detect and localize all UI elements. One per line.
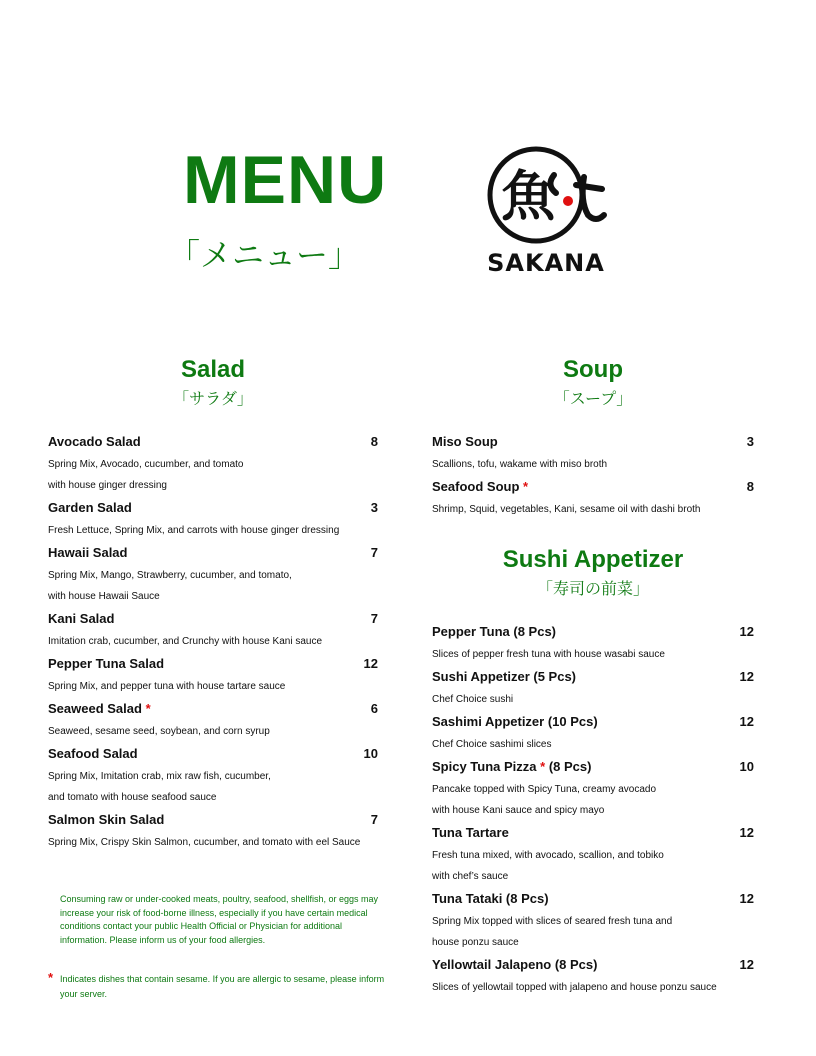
sesame-note-text: Indicates dishes that contain sesame. If you are allergic to sesame, please inform your server. (60, 974, 385, 999)
menu-item-row (48, 697, 378, 721)
menu-item-name: Kani Salad (48, 611, 115, 626)
menu-item-name-wrap (432, 665, 576, 689)
menu-item-description-line: Seaweed, sesame seed, soybean, and corn syrup (48, 726, 270, 737)
menu-item-name-wrap (48, 607, 114, 631)
menu-item-price: 7 (370, 812, 378, 827)
menu-item-row (48, 496, 378, 520)
menu-item-description-line: with chef’s sauce (432, 871, 509, 882)
menu-item-name-wrap (432, 755, 591, 779)
menu-item-name: Seafood Salad (48, 746, 138, 761)
sakana-logo (484, 145, 616, 277)
menu-item-price: 12 (739, 957, 754, 972)
menu-item-description (48, 520, 378, 541)
sushi-appetizer-items (432, 620, 754, 998)
menu-item-description-line: house ponzu sauce (432, 937, 519, 948)
sushi-appetizer-title: Sushi Appetizer (502, 546, 684, 573)
menu-item-description (432, 911, 754, 953)
menu-item-price: 8 (746, 479, 754, 494)
menu-item-description-line: Scallions, tofu, wakame with miso broth (432, 459, 608, 470)
menu-item-name-wrap (48, 808, 164, 832)
sesame-marker: * (540, 759, 546, 774)
menu-item-name-wrap (432, 710, 598, 734)
soup-subtitle: 「スープ」 (553, 391, 633, 408)
menu-item-price: 7 (370, 545, 378, 560)
menu-item-name-wrap (432, 953, 597, 977)
sesame-marker: * (523, 479, 529, 494)
menu-item-row (432, 665, 754, 689)
menu-item-name-wrap (432, 821, 509, 845)
menu-item-row (48, 541, 378, 565)
menu-item-name: Miso Soup (432, 434, 498, 449)
menu-title: MENU (183, 142, 388, 218)
menu-item-name: Salmon Skin Salad (48, 812, 165, 827)
menu-item-description-line: Fresh tuna mixed, with avocado, scallion, and tobiko (432, 850, 664, 861)
menu-item-price: 12 (739, 825, 754, 840)
menu-item-name-wrap (48, 697, 151, 721)
logo-kanji: 魚 (501, 164, 555, 228)
menu-item-name: Tuna Tataki (8 Pcs) (432, 891, 549, 906)
soup-title: Soup (563, 356, 623, 383)
menu-item-row (432, 755, 754, 779)
menu-item-name: Garden Salad (48, 500, 132, 515)
health-footnote: Consuming raw or under-cooked meats, poultry, seafood, shellfish, or eggs may increase your risk of food-borne illness, especially if you have certain medical conditions contact your public Health Official or Physician for additional information. Please inform us of your food allergies. (60, 894, 378, 945)
menu-item-description-line: Fresh Lettuce, Spring Mix, and carrots with house ginger dressing (48, 525, 340, 536)
menu-item-row (432, 887, 754, 911)
menu-item-name: Hawaii Salad (48, 545, 128, 560)
menu-item-name: Tuna Tartare (432, 825, 509, 840)
salad-section (48, 352, 378, 853)
menu-item-name-wrap (48, 652, 164, 676)
menu-item-description (432, 454, 754, 475)
menu-item-suffix: (8 Pcs) (548, 759, 592, 774)
menu-item-name: Seaweed Salad (48, 701, 142, 716)
menu-item-description-line: Spring Mix, Imitation crab, mix raw fish, cucumber, (48, 771, 271, 782)
menu-item-row (432, 821, 754, 845)
menu-item-description-line: Slices of pepper fresh tuna with house wasabi sauce (432, 649, 665, 660)
sushi-appetizer-section (432, 542, 754, 998)
menu-item-row (48, 742, 378, 766)
menu-item-description-line: and tomato with house seafood sauce (48, 792, 217, 803)
menu-item-price: 12 (739, 669, 754, 684)
menu-item-description (432, 644, 754, 665)
menu-item-description (432, 689, 754, 710)
menu-item-description-line: Spring Mix topped with slices of seared fresh tuna and (432, 916, 673, 927)
menu-item-name-wrap (48, 541, 127, 565)
menu-item-description-line: Chef Choice sushi (432, 694, 514, 705)
menu-item-description (48, 766, 378, 808)
menu-item-description (432, 779, 754, 821)
menu-item-name: Avocado Salad (48, 434, 141, 449)
menu-item-name-wrap (432, 887, 549, 911)
sakana-logo-icon (484, 145, 616, 277)
salad-items (48, 430, 378, 853)
menu-item-name: Seafood Soup (432, 479, 520, 494)
menu-item-description (48, 676, 378, 697)
menu-item-row (432, 475, 754, 499)
menu-item-price: 12 (739, 891, 754, 906)
logo-text: SAKANA (487, 249, 605, 277)
menu-item-description-line: with house Hawaii Sauce (48, 591, 160, 602)
menu-item-description-line: Spring Mix, Crispy Skin Salmon, cucumber, and tomato with eel Sauce (48, 837, 361, 848)
sesame-marker: * (145, 701, 151, 716)
menu-item-name: Pepper Tuna (8 Pcs) (432, 624, 557, 639)
menu-item-description (432, 977, 754, 998)
menu-item-name-wrap (48, 742, 138, 766)
menu-item-description-line: Shrimp, Squid, vegetables, Kani, sesame oil with dashi broth (432, 504, 701, 515)
menu-item-name-wrap (48, 430, 141, 454)
menu-item-name-wrap (432, 620, 556, 644)
menu-item-description (432, 845, 754, 887)
sushi-appetizer-subtitle: 「寿司の前菜」 (536, 581, 649, 598)
menu-item-price: 10 (363, 746, 378, 761)
menu-item-price: 3 (746, 434, 754, 449)
menu-subtitle: 「メニュー」 (168, 237, 361, 273)
menu-item-row (48, 808, 378, 832)
menu-item-price: 8 (370, 434, 378, 449)
menu-item-price: 12 (363, 656, 378, 671)
menu-item-description (432, 734, 754, 755)
menu-item-description (48, 631, 378, 652)
salad-title: Salad (180, 356, 246, 383)
right-column (432, 352, 754, 998)
menu-item-name-wrap (48, 496, 132, 520)
menu-item-description-line: with house ginger dressing (48, 480, 167, 491)
menu-item-name: Pepper Tuna Salad (48, 656, 165, 671)
menu-item-name: Yellowtail Jalapeno (8 Pcs) (432, 957, 598, 972)
menu-item-price: 10 (739, 759, 754, 774)
menu-item-description (48, 721, 378, 742)
menu-item-description-line: Spring Mix, Mango, Strawberry, cucumber, and tomato, (48, 570, 292, 581)
menu-item-name-wrap (432, 430, 498, 454)
menu-item-price: 7 (370, 611, 378, 626)
menu-item-row (48, 607, 378, 631)
menu-item-description-line: Imitation crab, cucumber, and Crunchy with house Kani sauce (48, 636, 323, 647)
menu-item-price: 3 (370, 500, 378, 515)
menu-item-name-wrap (432, 475, 528, 499)
menu-item-description (48, 565, 378, 607)
menu-item-description (432, 499, 754, 520)
menu-item-description-line: Slices of yellowtail topped with jalapeno and house ponzu sauce (432, 982, 717, 993)
menu-item-description-line: Chef Choice sashimi slices (432, 739, 552, 750)
menu-item-row (48, 652, 378, 676)
menu-item-price: 12 (739, 624, 754, 639)
sesame-marker: * (48, 970, 54, 985)
menu-item-name: Sushi Appetizer (5 Pcs) (432, 669, 576, 684)
menu-item-row (432, 620, 754, 644)
menu-item-name: Sashimi Appetizer (10 Pcs) (432, 714, 598, 729)
menu-item-description-line: with house Kani sauce and spicy mayo (432, 805, 605, 816)
soup-items (432, 430, 754, 520)
menu-item-price: 12 (739, 714, 754, 729)
menu-item-name: Spicy Tuna Pizza (432, 759, 537, 774)
menu-item-price: 6 (370, 701, 378, 716)
menu-item-description-line: Spring Mix, and pepper tuna with house tartare sauce (48, 681, 286, 692)
menu-item-description-line: Pancake topped with Spicy Tuna, creamy avocado (432, 784, 657, 795)
salad-subtitle: 「サラダ」 (173, 391, 253, 408)
menu-item-description (48, 832, 378, 853)
menu-item-description-line: Spring Mix, Avocado, cucumber, and tomato (48, 459, 244, 470)
menu-item-row (432, 953, 754, 977)
menu-item-description (48, 454, 378, 496)
menu-item-row (432, 430, 754, 454)
soup-section (432, 352, 754, 520)
menu-item-row (48, 430, 378, 454)
menu-item-row (432, 710, 754, 734)
sesame-note (48, 972, 388, 1001)
